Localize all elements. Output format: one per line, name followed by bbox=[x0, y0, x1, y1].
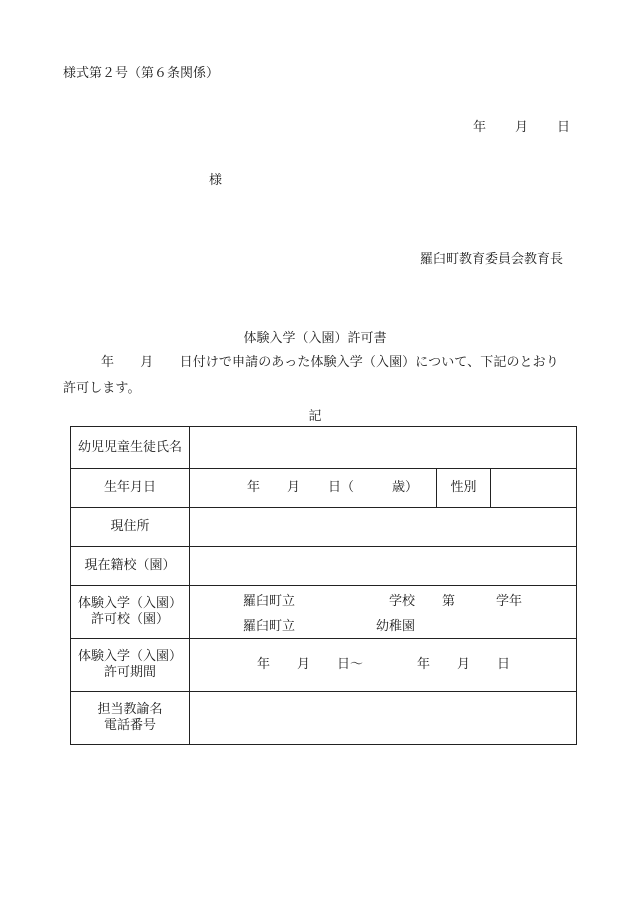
table-row bbox=[71, 547, 577, 586]
permit-town-1: 羅臼町立 bbox=[243, 594, 296, 609]
date-month: 月 bbox=[515, 120, 529, 135]
birth-day: 日（ bbox=[328, 480, 355, 495]
address-field[interactable] bbox=[190, 508, 577, 547]
address-label: 現住所 bbox=[71, 508, 190, 547]
permit-school-field[interactable] bbox=[190, 586, 577, 639]
permit-school-label-1: 体験入学（入園） bbox=[77, 596, 182, 612]
period-year-1: 年 bbox=[257, 657, 271, 672]
issue-date bbox=[473, 116, 570, 135]
ki-heading: 記 bbox=[308, 409, 322, 424]
birth-age: 歳） bbox=[392, 480, 419, 495]
teacher-field[interactable] bbox=[190, 692, 577, 745]
form-number: 様式第２号（第６条関係） bbox=[63, 66, 220, 81]
permit-table bbox=[70, 426, 577, 745]
birth-field[interactable] bbox=[190, 469, 437, 508]
period-year-2: 年 bbox=[417, 657, 431, 672]
teacher-label-2: 電話番号 bbox=[103, 718, 156, 733]
date-day: 日 bbox=[557, 120, 571, 135]
name-field[interactable] bbox=[190, 427, 577, 469]
period-label-1: 体験入学（入園） bbox=[77, 649, 182, 665]
table-row bbox=[71, 508, 577, 547]
period-field[interactable] bbox=[190, 639, 577, 692]
document-title: 体験入学（入園）許可書 bbox=[243, 331, 387, 346]
period-label bbox=[71, 639, 190, 692]
addressee-suffix: 様 bbox=[209, 173, 223, 188]
permit-kinder: 幼稚園 bbox=[376, 619, 416, 634]
table-row bbox=[71, 692, 577, 745]
issuer-name: 羅臼町教育委員会教育長 bbox=[420, 252, 564, 267]
sex-field[interactable] bbox=[491, 469, 577, 508]
school-label: 現在籍校（園） bbox=[71, 547, 190, 586]
birth-year: 年 bbox=[247, 480, 261, 495]
birth-label: 生年月日 bbox=[71, 469, 190, 508]
permit-school-label bbox=[71, 586, 190, 639]
permit-town-2: 羅臼町立 bbox=[243, 619, 296, 634]
school-field[interactable] bbox=[190, 547, 577, 586]
sex-label: 性別 bbox=[437, 469, 491, 508]
table-row bbox=[71, 586, 577, 639]
teacher-label bbox=[71, 692, 190, 745]
period-label-2: 許可期間 bbox=[103, 665, 156, 680]
permit-school-word: 学校 bbox=[389, 594, 416, 609]
period-day-1: 日～ bbox=[337, 657, 364, 672]
period-day-2: 日 bbox=[497, 657, 511, 672]
date-year: 年 bbox=[473, 120, 487, 135]
table-row bbox=[71, 639, 577, 692]
permit-dai: 第 bbox=[442, 594, 456, 609]
permit-grade: 学年 bbox=[496, 594, 523, 609]
period-month-2: 月 bbox=[457, 657, 471, 672]
permit-school-label-2: 許可校（園） bbox=[90, 612, 169, 627]
table-row bbox=[71, 427, 577, 469]
teacher-label-1: 担当教諭名 bbox=[97, 702, 163, 718]
table-row bbox=[71, 469, 577, 508]
period-month-1: 月 bbox=[297, 657, 311, 672]
birth-month: 月 bbox=[287, 480, 301, 495]
body-text: 年 月 日付けで申請のあった体験入学（入園）について、下記のとおり許可します。 bbox=[63, 355, 559, 396]
name-label: 幼児児童生徒氏名 bbox=[71, 427, 190, 469]
